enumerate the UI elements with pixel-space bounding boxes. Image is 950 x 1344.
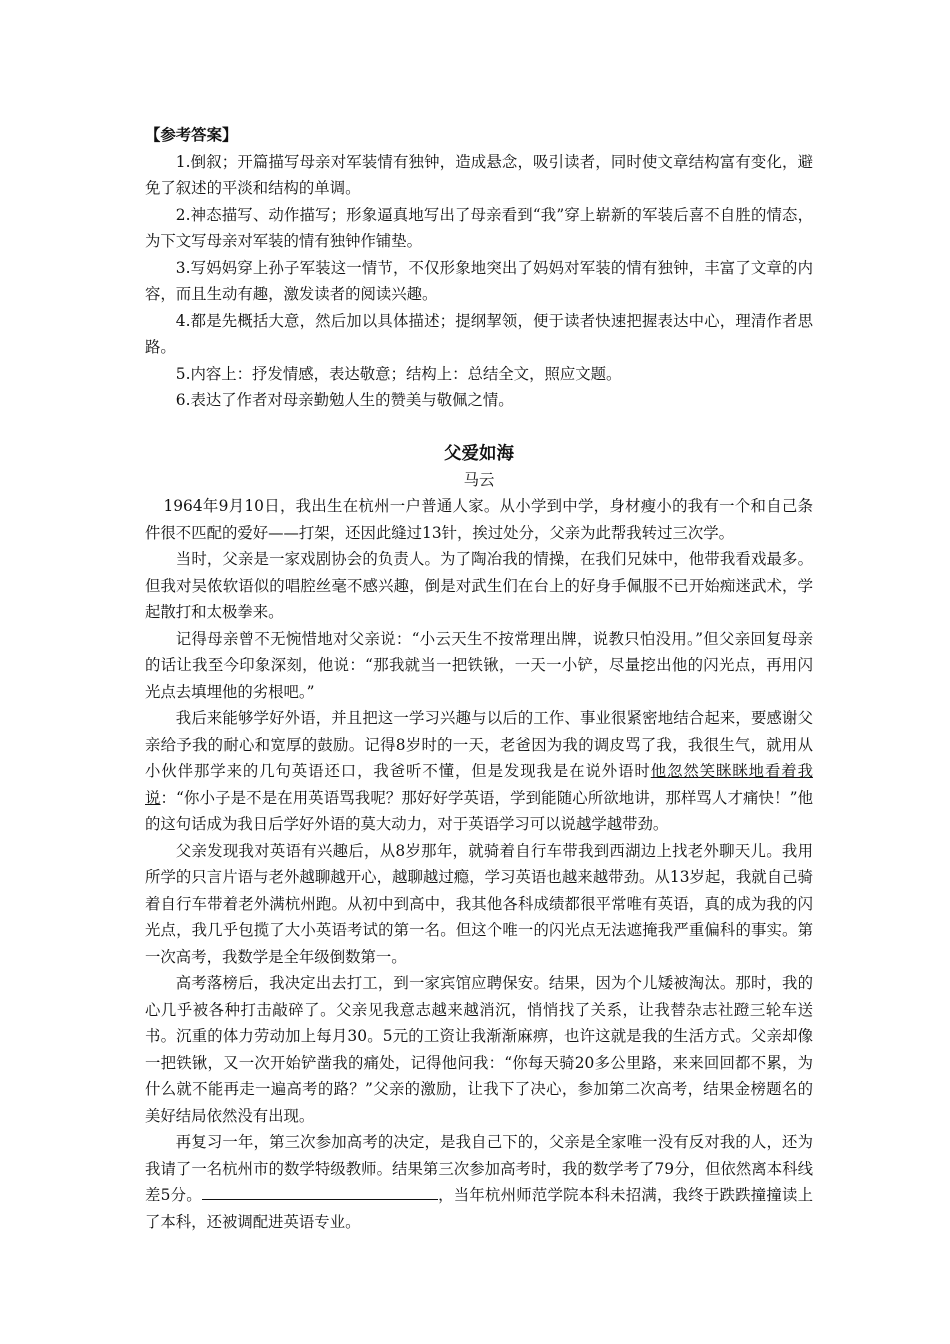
answers-heading: 【参考答案】 [145, 126, 238, 144]
paragraph-2: 当时，父亲是一家戏剧协会的负责人。为了陶冶我的情操，在我们兄妹中，他带我看戏最多。但我对吴侬软语似的唱腔丝毫不感兴趣，倒是对武生们在台上的好身手佩服不已开始痴迷武术，学起散打和太极拳来。 [145, 550, 813, 621]
fill-in-blank[interactable] [202, 1185, 438, 1200]
answer-item-6: 6.表达了作者对母亲勤勉人生的赞美与敬佩之情。 [175, 391, 514, 409]
paragraph-4-part-b: ：“你小子是不是在用英语骂我呢？那好好学英语，学到能随心所欲地讲，那样骂人才痛快！”他的这句话成为我日后学好外语的莫大动力，对于英语学习可以说越学越带劲。 [145, 788, 813, 833]
answer-item-1: 1.倒叙；开篇描写母亲对军装情有独钟，造成悬念，吸引读者，同时使文章结构富有变化，避免了叙述的平淡和结构的单调。 [145, 152, 813, 197]
paragraph-7 [145, 1129, 813, 1235]
article-author: 马云 [463, 470, 495, 489]
answer-item-4: 4.都是先概括大意，然后加以具体描述；提纲挈领，便于读者快速把握表达中心，理清作者思路。 [145, 311, 813, 356]
answer-item-3: 3.写妈妈穿上孙子军装这一情节，不仅形象地突出了妈妈对军装的情有独钟，丰富了文章的内容，而且生动有趣，激发读者的阅读兴趣。 [145, 258, 813, 303]
underlined-sentence: 他忽然笑眯眯地看着我说 [145, 762, 813, 807]
paragraph-4 [145, 705, 813, 838]
paragraph-5: 父亲发现我对英语有兴趣后，从8岁那年，就骑着自行车带我到西湖边上找老外聊天儿。我用所学的只言片语与老外越聊越开心，越聊越过瘾，学习英语也越来越带劲。从13岁起，我就自己骑着自行车带着老外满杭州跑。从初中到高中，我其他各科成绩都很平常唯有英语，真的成为我的闪光点，我几乎包揽了大小英语考试的第一名。但这个唯一的闪光点无法遮掩我严重偏科的事实。第一次高考，我数学是全年级倒数第一。 [145, 841, 813, 966]
answer-item-2: 2.神态描写、动作描写；形象逼真地写出了母亲看到“我”穿上崭新的军装后喜不自胜的情态，为下文写母亲对军装的情有独钟作铺垫。 [145, 205, 813, 250]
document-content [145, 122, 813, 1235]
article-title: 父爱如海 [444, 443, 514, 464]
answer-item-5: 5.内容上：抒发情感，表达敬意；结构上：总结全文，照应文题。 [175, 364, 622, 383]
paragraph-7-part-a: 再复习一年，第三次参加高考的决定，是我自己下的，父亲是全家唯一没有反对我的人，还为我请了一名杭州市的数学特级教师。结果第三次参加高考时，我的数学考了79分，但依然离本科线差5分。 [145, 1133, 813, 1204]
paragraph-4-part-a: 我后来能够学好外语，并且把这一学习兴趣与以后的工作、事业很紧密地结合起来，要感谢父亲给予我的耐心和宽厚的鼓励。记得8岁时的一天，老爸因为我的调皮骂了我，我很生气，就用从小伙伴那学来的几句英语还口，我爸听不懂，但是发现我是在说外语时 [145, 709, 813, 780]
paragraph-3: 记得母亲曾不无惋惜地对父亲说：“小云天生不按常理出牌，说教只怕没用。”但父亲回复母亲的话让我至今印象深刻，他说：“那我就当一把铁锹，一天一小铲，尽量挖出他的闪光点，再用闪光点去填埋他的劣根吧。” [145, 629, 813, 701]
paragraph-1: 1964年9月10日，我出生在杭州一户普通人家。从小学到中学，身材瘦小的我有一个和自己条件很不匹配的爱好——打架，还因此缝过13针，挨过处分，父亲为此帮我转过三次学。 [145, 497, 813, 542]
paragraph-6: 高考落榜后，我决定出去打工，到一家宾馆应聘保安。结果，因为个儿矮被淘汰。那时，我的心几乎被各种打击敲碎了。父亲见我意志越来越消沉，悄悄找了关系，让我替杂志社蹬三轮车送书。沉重的体力劳动加上每月30。5元的工资让我渐渐麻痹，也许这就是我的生活方式。父亲却像一把铁锹，又一次开始铲凿我的痛处，记得他问我：“你每天骑20多公里路，来来回回都不累，为什么就不能再走一遍高考的路？”父亲的激励，让我下了决心，参加第二次高考，结果金榜题名的美好结局依然没有出现。 [145, 974, 813, 1125]
paragraph-7-part-b: ，当年杭州师范学院本科未招满，我终于跌跌撞撞读上了本科，还被调配进英语专业。 [145, 1186, 813, 1231]
